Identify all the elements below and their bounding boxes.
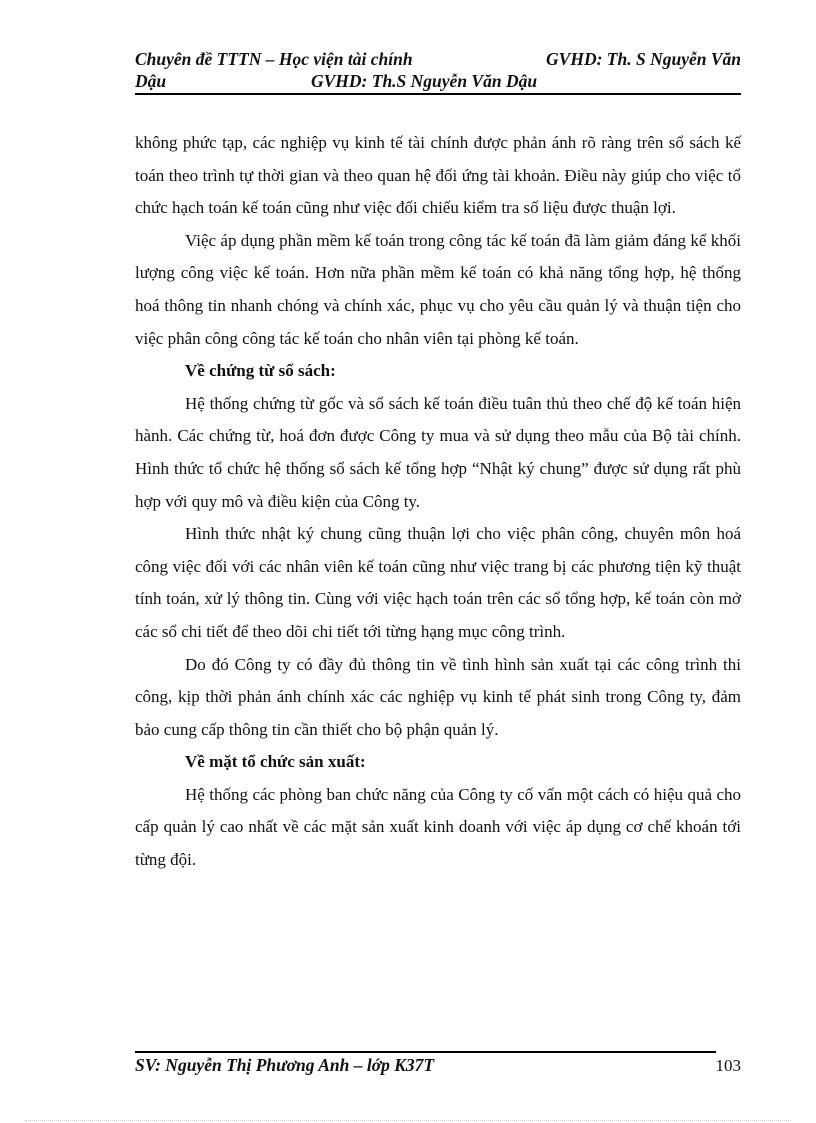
header-advisor: GVHD: Th. S Nguyễn Văn [546, 49, 741, 69]
paragraph: Việc áp dụng phần mềm kế toán trong công tác kế toán đã làm giảm đáng kể khối lượng công việc kế toán. Hơn nữa phần mềm kế toán có khả năng tổng hợp, hệ thống hoá thông tin nhanh chóng và chính xác, phục vụ cho yêu cầu quản lý và thuận tiện cho việc phân công công tác kế toán cho nhân viên tại phòng kế toán. [135, 230, 741, 348]
paragraph: Hình thức nhật ký chung cũng thuận lợi cho việc phân công, chuyên môn hoá công việc đối với các nhân viên kế toán cũng như việc trang bị các phương tiện kỹ thuật tính toán, xử lý thông tin. Cùng với việc hạch toán trên các sổ tổng hợp, kế toán còn mở các sổ chi tiết để theo dõi chi tiết tới từng hạng mục công trình. [135, 524, 741, 641]
paragraph: Hệ thống các phòng ban chức năng của Công ty cố vấn một cách có hiệu quả cho cấp quản lý cao nhất về các mặt sản xuất kinh doanh với việc áp dụng cơ chế khoán tới từng đội. [135, 784, 741, 870]
paragraph: Do đó Công ty có đầy đủ thông tin về tình hình sản xuất tại các công trình thi công, kịp thời phản ánh chính xác các nghiệp vụ kinh tế phát sinh trong Công ty, đảm bảo cung cấp thông tin cần thiết cho bộ phận quản lý. [135, 654, 741, 739]
paragraph: Hệ thống chứng từ gốc và sổ sách kế toán điều tuân thủ theo chế độ kế toán hiện hành. Các chứng từ, hoá đơn được Công ty mua và sử dụng theo mẫu của Bộ tài chính. Hình thức tổ chức hệ thống sổ sách kế tổng hợp “Nhật ký chung” được sử dụng rất phù hợp với quy mô và điều kiện của Công ty. [135, 393, 741, 511]
section-heading: Về mặt tổ chức sản xuất: [185, 752, 366, 772]
document-body [135, 127, 741, 877]
header-advisor-full: GVHD: Th.S Nguyễn Văn Dậu [311, 71, 538, 91]
page-number: 103 [715, 1056, 741, 1075]
paragraph: không phức tạp, các nghiệp vụ kinh tế tài chính được phản ánh rõ ràng trên sổ sách kế toán theo trình tự thời gian và theo quan hệ đối ứng tài khoản. Điều này giúp cho việc tổ chức hạch toán kế toán cũng như việc đối chiếu kiểm tra số liệu được thuận lợi. [135, 133, 741, 218]
header-advisor-continuation: Dậu [135, 71, 167, 91]
header-line-1 [135, 48, 741, 70]
section-heading: Về chứng từ sổ sách: [185, 361, 336, 381]
header-line-2 [135, 70, 741, 92]
footer-student: SV: Nguyễn Thị Phương Anh – lớp K37T [135, 1055, 435, 1075]
header-course-title: Chuyên đề TTTN – Học viện tài chính [135, 49, 413, 69]
header-rule [135, 93, 741, 95]
page-header [135, 48, 741, 92]
page-bottom-border [25, 1120, 791, 1121]
footer-rule [135, 1051, 716, 1053]
